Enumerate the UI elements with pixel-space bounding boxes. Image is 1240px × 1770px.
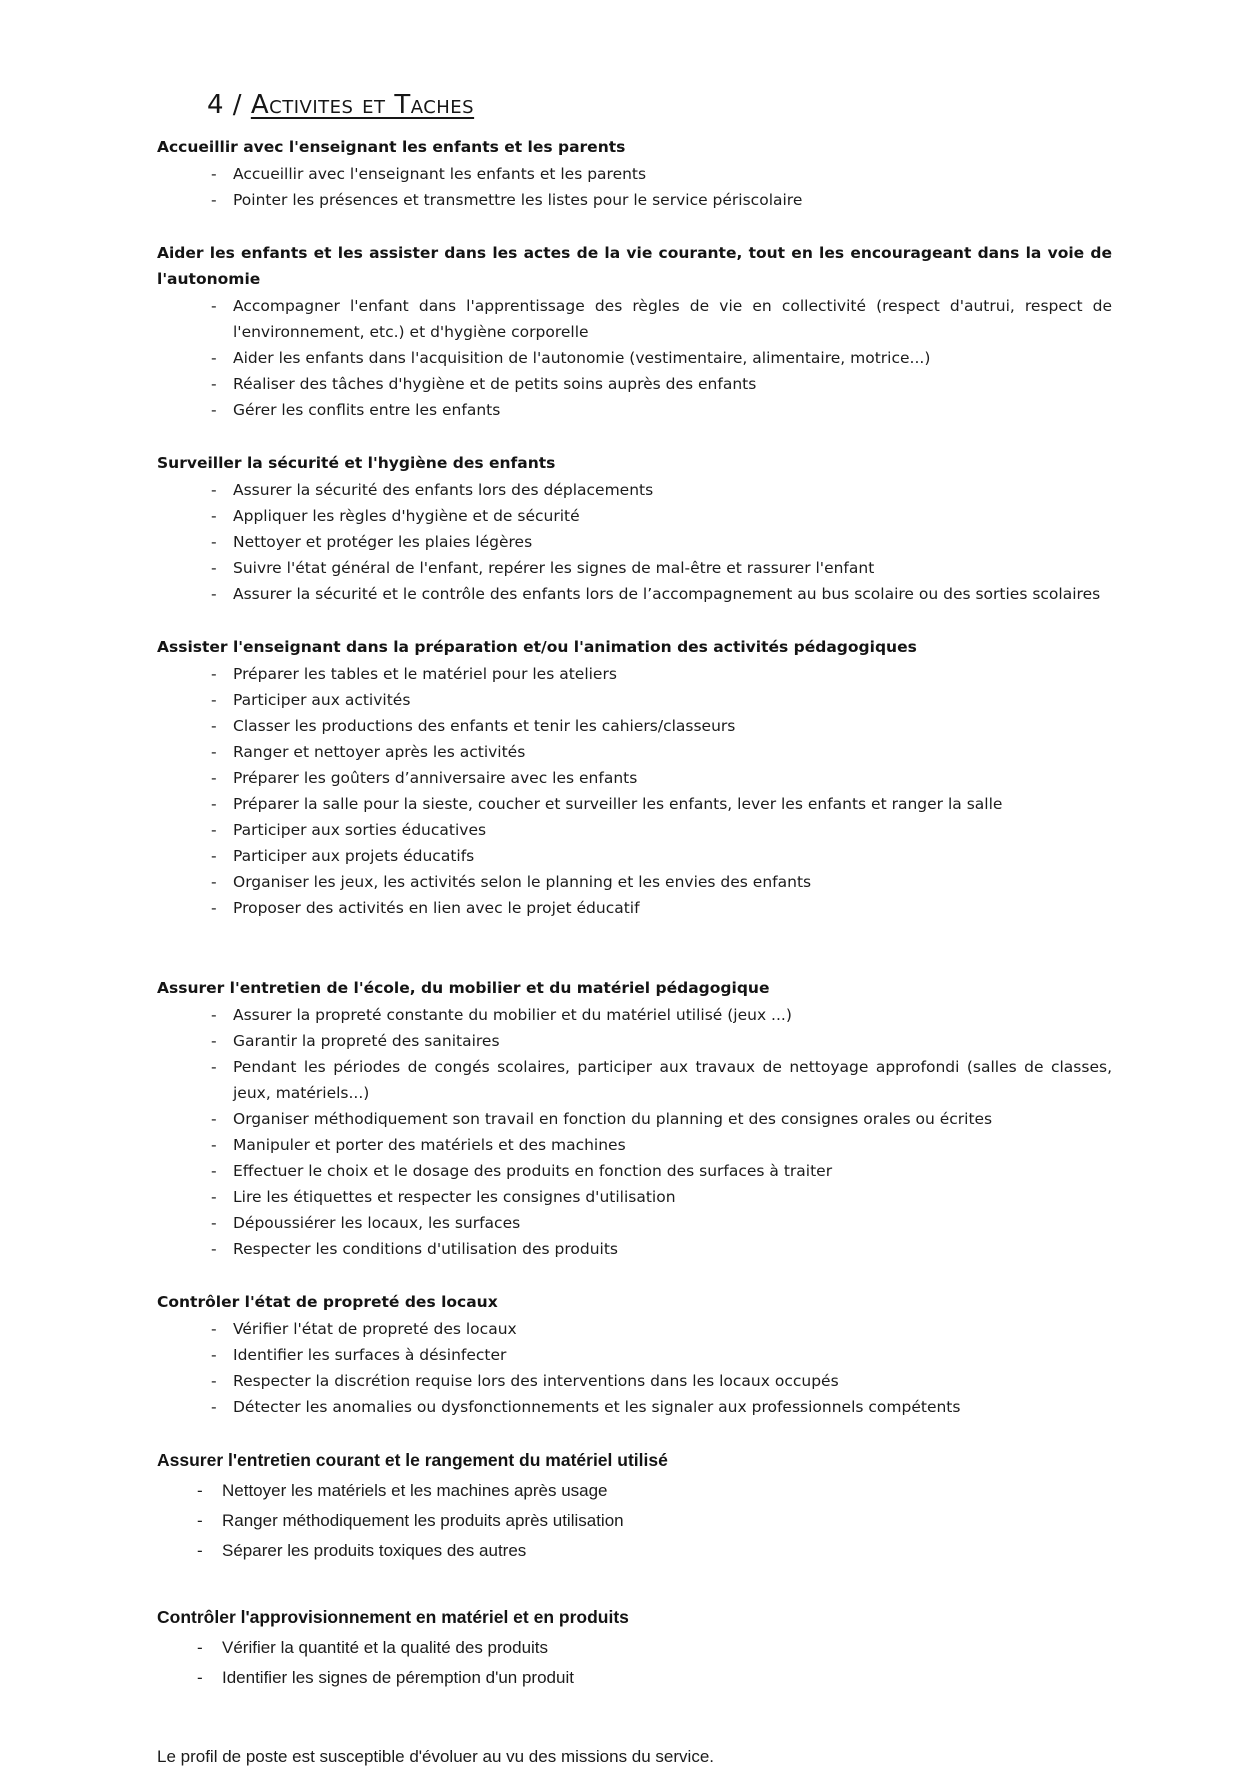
task-item (157, 687, 1112, 713)
task-list (157, 1634, 1112, 1691)
dash-bullet-icon: - (211, 1006, 217, 1024)
task-item (157, 1342, 1112, 1368)
dash-bullet-icon: - (211, 1162, 217, 1180)
task-item (157, 1394, 1112, 1420)
section (157, 634, 1112, 921)
dash-bullet-icon: - (211, 191, 217, 209)
task-item (157, 1477, 1112, 1504)
dash-bullet-icon: - (211, 1372, 217, 1390)
task-item (157, 581, 1112, 607)
section (157, 1289, 1112, 1420)
task-item-text: Vérifier l'état de propreté des locaux (233, 1320, 517, 1338)
task-item-text: Détecter les anomalies ou dysfonctionnements et les signaler aux professionnels compétents (233, 1398, 961, 1416)
task-item (157, 1028, 1112, 1054)
task-item (157, 1634, 1112, 1661)
dash-bullet-icon: - (211, 1188, 217, 1206)
dash-bullet-icon: - (211, 1032, 217, 1050)
task-item (157, 503, 1112, 529)
dash-bullet-icon: - (211, 665, 217, 683)
task-item (157, 817, 1112, 843)
dash-bullet-icon: - (211, 1240, 217, 1258)
task-item-text: Assurer la propreté constante du mobilier et du matériel utilisé (jeux ...) (233, 1006, 792, 1024)
task-item (157, 1664, 1112, 1691)
task-list (157, 1477, 1112, 1564)
task-item (157, 1368, 1112, 1394)
dash-bullet-icon: - (197, 1541, 203, 1560)
task-item-text: Aider les enfants dans l'acquisition de l'autonomie (vestimentaire, alimentaire, motrice...) (233, 349, 931, 367)
task-item-text: Respecter la discrétion requise lors des interventions dans les locaux occupés (233, 1372, 839, 1390)
task-item-text: Accueillir avec l'enseignant les enfants et les parents (233, 165, 647, 183)
dash-bullet-icon: - (197, 1481, 203, 1500)
dash-bullet-icon: - (211, 481, 217, 499)
dash-bullet-icon: - (211, 507, 217, 525)
section-heading: Accueillir avec l'enseignant les enfants et les parents (157, 138, 626, 156)
dash-bullet-icon: - (211, 533, 217, 551)
dash-bullet-icon: - (211, 349, 217, 367)
task-item (157, 739, 1112, 765)
task-item-text: Participer aux sorties éducatives (233, 821, 487, 839)
task-item-text: Classer les productions des enfants et tenir les cahiers/classeurs (233, 717, 736, 735)
task-item-text: Identifier les signes de péremption d'un produit (222, 1668, 574, 1687)
task-item (157, 895, 1112, 921)
page-title (207, 90, 1112, 120)
dash-bullet-icon: - (197, 1638, 203, 1657)
task-item (157, 843, 1112, 869)
task-item-text: Respecter les conditions d'utilisation des produits (233, 1240, 618, 1258)
dash-bullet-icon: - (211, 1058, 217, 1076)
task-item (157, 765, 1112, 791)
task-item-text: Gérer les conflits entre les enfants (233, 401, 501, 419)
section (157, 975, 1112, 1262)
section (157, 134, 1112, 213)
dash-bullet-icon: - (211, 375, 217, 393)
task-item (157, 187, 1112, 213)
task-item-text: Accompagner l'enfant dans l'apprentissage des règles de vie en collectivité (respect d'autrui, respect de l'environnement, etc.) et d'hygiène corporelle (233, 297, 1112, 341)
task-item (157, 161, 1112, 187)
task-item (157, 1158, 1112, 1184)
task-item-text: Réaliser des tâches d'hygiène et de petits soins auprès des enfants (233, 375, 757, 393)
task-item-text: Préparer les tables et le matériel pour les ateliers (233, 665, 617, 683)
section-heading: Surveiller la sécurité et l'hygiène des enfants (157, 454, 556, 472)
task-item-text: Assurer la sécurité des enfants lors des déplacements (233, 481, 654, 499)
dash-bullet-icon: - (211, 743, 217, 761)
task-item-text: Ranger méthodiquement les produits après utilisation (222, 1511, 624, 1530)
dash-bullet-icon: - (211, 1346, 217, 1364)
dash-bullet-icon: - (211, 899, 217, 917)
task-item-text: Séparer les produits toxiques des autres (222, 1541, 527, 1560)
task-item (157, 345, 1112, 371)
dash-bullet-icon: - (211, 1214, 217, 1232)
dash-bullet-icon: - (211, 401, 217, 419)
task-item (157, 1184, 1112, 1210)
task-list (157, 477, 1112, 607)
title-text: Activites et Taches (250, 90, 475, 120)
task-item (157, 1236, 1112, 1262)
dash-bullet-icon: - (211, 691, 217, 709)
task-item-text: Pendant les périodes de congés scolaires, participer aux travaux de nettoyage approfondi (salles de classes, jeux, matériels...) (233, 1058, 1112, 1102)
task-list (157, 293, 1112, 423)
section-heading: Assurer l'entretien courant et le rangement du matériel utilisé (157, 1450, 668, 1470)
section-heading: Assister l'enseignant dans la préparation et/ou l'animation des activités pédagogiques (157, 638, 917, 656)
task-item (157, 293, 1112, 345)
task-item (157, 1210, 1112, 1236)
task-item-text: Participer aux activités (233, 691, 411, 709)
task-item-text: Nettoyer les matériels et les machines après usage (222, 1481, 608, 1500)
task-item-text: Ranger et nettoyer après les activités (233, 743, 526, 761)
task-item-text: Préparer la salle pour la sieste, coucher et surveiller les enfants, lever les enfants et ranger la salle (233, 795, 1003, 813)
section (157, 1447, 1112, 1564)
section (157, 450, 1112, 607)
task-item (157, 555, 1112, 581)
dash-bullet-icon: - (211, 297, 217, 315)
task-item (157, 1132, 1112, 1158)
task-item-text: Organiser méthodiquement son travail en fonction du planning et des consignes orales ou écrites (233, 1110, 993, 1128)
task-item (157, 371, 1112, 397)
section-heading: Contrôler l'état de propreté des locaux (157, 1293, 498, 1311)
dash-bullet-icon: - (211, 1110, 217, 1128)
task-item-text: Manipuler et porter des matériels et des machines (233, 1136, 626, 1154)
task-item (157, 661, 1112, 687)
dash-bullet-icon: - (211, 165, 217, 183)
task-item (157, 791, 1112, 817)
task-item-text: Suivre l'état général de l'enfant, repérer les signes de mal-être et rassurer l'enfant (233, 559, 875, 577)
dash-bullet-icon: - (211, 847, 217, 865)
task-item (157, 529, 1112, 555)
dash-bullet-icon: - (211, 1136, 217, 1154)
task-item-text: Identifier les surfaces à désinfecter (233, 1346, 507, 1364)
task-item-text: Lire les étiquettes et respecter les consignes d'utilisation (233, 1188, 676, 1206)
task-item (157, 1316, 1112, 1342)
task-item (157, 713, 1112, 739)
task-item-text: Appliquer les règles d'hygiène et de sécurité (233, 507, 580, 525)
dash-bullet-icon: - (211, 821, 217, 839)
section-heading: Assurer l'entretien de l'école, du mobilier et du matériel pédagogique (157, 979, 770, 997)
dash-bullet-icon: - (211, 1320, 217, 1338)
task-item-text: Effectuer le choix et le dosage des produits en fonction des surfaces à traiter (233, 1162, 833, 1180)
dash-bullet-icon: - (211, 717, 217, 735)
task-item-text: Préparer les goûters d’anniversaire avec les enfants (233, 769, 638, 787)
dash-bullet-icon: - (211, 585, 217, 603)
task-item-text: Participer aux projets éducatifs (233, 847, 475, 865)
task-item-text: Organiser les jeux, les activités selon le planning et les envies des enfants (233, 873, 812, 891)
dash-bullet-icon: - (211, 559, 217, 577)
title-number: 4 / (207, 90, 251, 120)
task-item-text: Proposer des activités en lien avec le projet éducatif (233, 899, 640, 917)
dash-bullet-icon: - (197, 1511, 203, 1530)
task-list (157, 661, 1112, 921)
task-item-text: Nettoyer et protéger les plaies légères (233, 533, 533, 551)
footer-note: Le profil de poste est susceptible d'évoluer au vu des missions du service. (157, 1747, 714, 1766)
task-list (157, 1316, 1112, 1420)
section (157, 1604, 1112, 1691)
task-item (157, 477, 1112, 503)
task-item (157, 1002, 1112, 1028)
task-item-text: Vérifier la quantité et la qualité des produits (222, 1638, 549, 1657)
task-item (157, 1507, 1112, 1534)
task-item (157, 1054, 1112, 1106)
task-item-text: Pointer les présences et transmettre les listes pour le service périscolaire (233, 191, 803, 209)
dash-bullet-icon: - (211, 1398, 217, 1416)
dash-bullet-icon: - (211, 873, 217, 891)
task-item-text: Assurer la sécurité et le contrôle des enfants lors de l’accompagnement au bus scolaire ou des sorties scolaires (233, 585, 1101, 603)
task-list (157, 1002, 1112, 1262)
section (157, 240, 1112, 423)
task-list (157, 161, 1112, 213)
dash-bullet-icon: - (211, 769, 217, 787)
task-item-text: Dépoussiérer les locaux, les surfaces (233, 1214, 521, 1232)
task-item (157, 1537, 1112, 1564)
task-item (157, 1106, 1112, 1132)
dash-bullet-icon: - (197, 1668, 203, 1687)
section-heading: Aider les enfants et les assister dans les actes de la vie courante, tout en les encourageant dans la voie de l'autonomie (157, 244, 1112, 288)
section-heading: Contrôler l'approvisionnement en matériel et en produits (157, 1607, 629, 1627)
task-item-text: Garantir la propreté des sanitaires (233, 1032, 500, 1050)
dash-bullet-icon: - (211, 795, 217, 813)
task-item (157, 869, 1112, 895)
sections-container (157, 134, 1112, 1691)
task-item (157, 397, 1112, 423)
